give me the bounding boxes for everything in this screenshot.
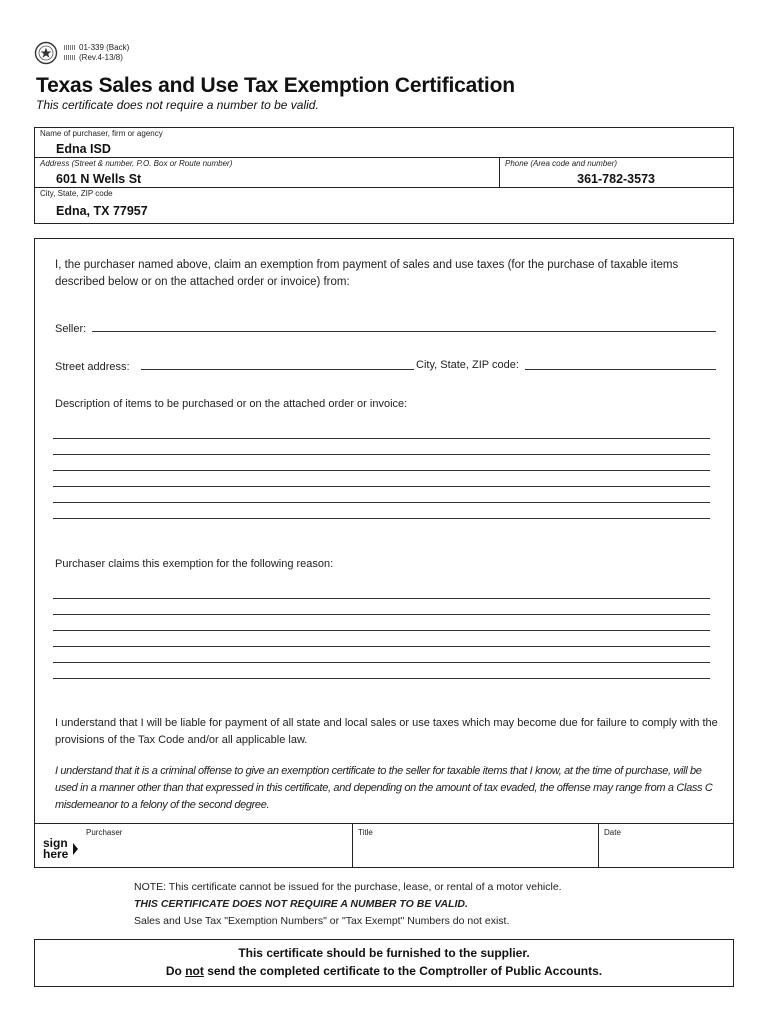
title-label: Title (358, 828, 373, 837)
purchaser-name-row (35, 128, 733, 158)
purchaser-signature-field[interactable] (35, 824, 352, 867)
furnish-supplier-notice: This certificate should be furnished to the supplier. (238, 946, 530, 960)
purchaser-info-box (34, 127, 734, 224)
city-field[interactable]: Edna, TX 77957 (56, 204, 148, 218)
purchaser-name-label: Name of purchaser, firm or agency (40, 129, 163, 138)
title-field[interactable] (352, 824, 599, 867)
seller-field[interactable] (92, 331, 716, 332)
description-line[interactable] (53, 470, 710, 471)
reason-line[interactable] (53, 662, 710, 663)
sign-here-line1: sign (43, 836, 68, 850)
notes-block (134, 879, 562, 930)
liability-statement: I understand that I will be liable for payment of all state and local sales or use taxes which may become due for failure to comply with the provisions of the Tax Code and/or all applicable law. (55, 717, 718, 746)
street-address-label: Street address: (55, 361, 130, 373)
city-row (35, 188, 733, 224)
page-subtitle: This certificate does not require a number to be valid. (36, 98, 319, 112)
reason-label: Purchaser claims this exemption for the following reason: (55, 558, 334, 570)
comptroller-logo-icon (64, 55, 76, 60)
do-not-send-emphasis: not (185, 964, 204, 978)
purchaser-name-field[interactable]: Edna ISD (56, 142, 111, 156)
sign-here-marker (43, 838, 68, 860)
phone-field[interactable]: 361-782-3573 (577, 172, 655, 186)
description-line[interactable] (53, 502, 710, 503)
purchaser-signature-label: Purchaser (86, 828, 123, 837)
description-line[interactable] (53, 486, 710, 487)
street-address-field[interactable] (141, 369, 414, 370)
description-line[interactable] (53, 438, 710, 439)
date-field[interactable] (598, 824, 733, 867)
page-title: Texas Sales and Use Tax Exemption Certification (36, 74, 515, 97)
exemption-numbers-note: Sales and Use Tax "Exemption Numbers" or "Tax Exempt" Numbers do not exist. (134, 915, 510, 927)
do-not-send-notice (35, 964, 733, 978)
address-row (35, 158, 733, 188)
reason-line[interactable] (53, 646, 710, 647)
city-state-zip-label: City, State, ZIP code: (416, 359, 519, 371)
do-not-send-post: send the completed certificate to the Comptroller of Public Accounts. (203, 964, 603, 978)
sign-here-line2: here (43, 847, 69, 861)
reason-line[interactable] (53, 630, 710, 631)
city-label: City, State, ZIP code (40, 189, 113, 198)
description-label: Description of items to be purchased or on the attached order or invoice: (55, 398, 408, 410)
phone-label: Phone (Area code and number) (505, 159, 618, 168)
form-revision: (Rev.4-13/8) (79, 53, 123, 62)
motor-vehicle-note: NOTE: This certificate cannot be issued for the purchase, lease, or rental of a motor vehicle. (134, 881, 562, 893)
seller-label: Seller: (55, 323, 87, 335)
description-line[interactable] (53, 518, 710, 519)
texas-seal-icon (34, 41, 58, 65)
reason-line[interactable] (53, 598, 710, 599)
address-label: Address (Street & number, P.O. Box or Route number) (40, 159, 233, 168)
do-not-send-pre: Do (165, 964, 186, 978)
claim-statement: I, the purchaser named above, claim an exemption from payment of sales and use taxes (for the purchase of taxable items described below or on the attached order or invoice) from: (55, 259, 679, 288)
form-number-block (64, 43, 129, 63)
reason-line[interactable] (53, 678, 710, 679)
comptroller-logo-icon (64, 45, 76, 50)
exemption-main-box (34, 238, 734, 824)
description-line[interactable] (53, 454, 710, 455)
criminal-offense-statement: I understand that it is a criminal offense to give an exemption certificate to the seller for taxable items that I know, at the time of purchase, will be used in a manner other than that expressed in this certificate, and depending on the amount of tax evaded, the offense may range from a Class C misdemeanor to a felony of the second degree. (55, 765, 713, 811)
footer-notice-box (34, 939, 734, 987)
no-number-note: THIS CERTIFICATE DOES NOT REQUIRE A NUMBER TO BE VALID. (134, 898, 468, 910)
reason-line[interactable] (53, 614, 710, 615)
date-label: Date (604, 828, 621, 837)
arrow-right-icon (73, 843, 78, 855)
seller-city-field[interactable] (525, 369, 716, 370)
phone-cell (499, 158, 733, 187)
form-number: 01-339 (Back) (79, 43, 130, 52)
address-field[interactable]: 601 N Wells St (56, 172, 142, 186)
signature-row (34, 824, 734, 868)
